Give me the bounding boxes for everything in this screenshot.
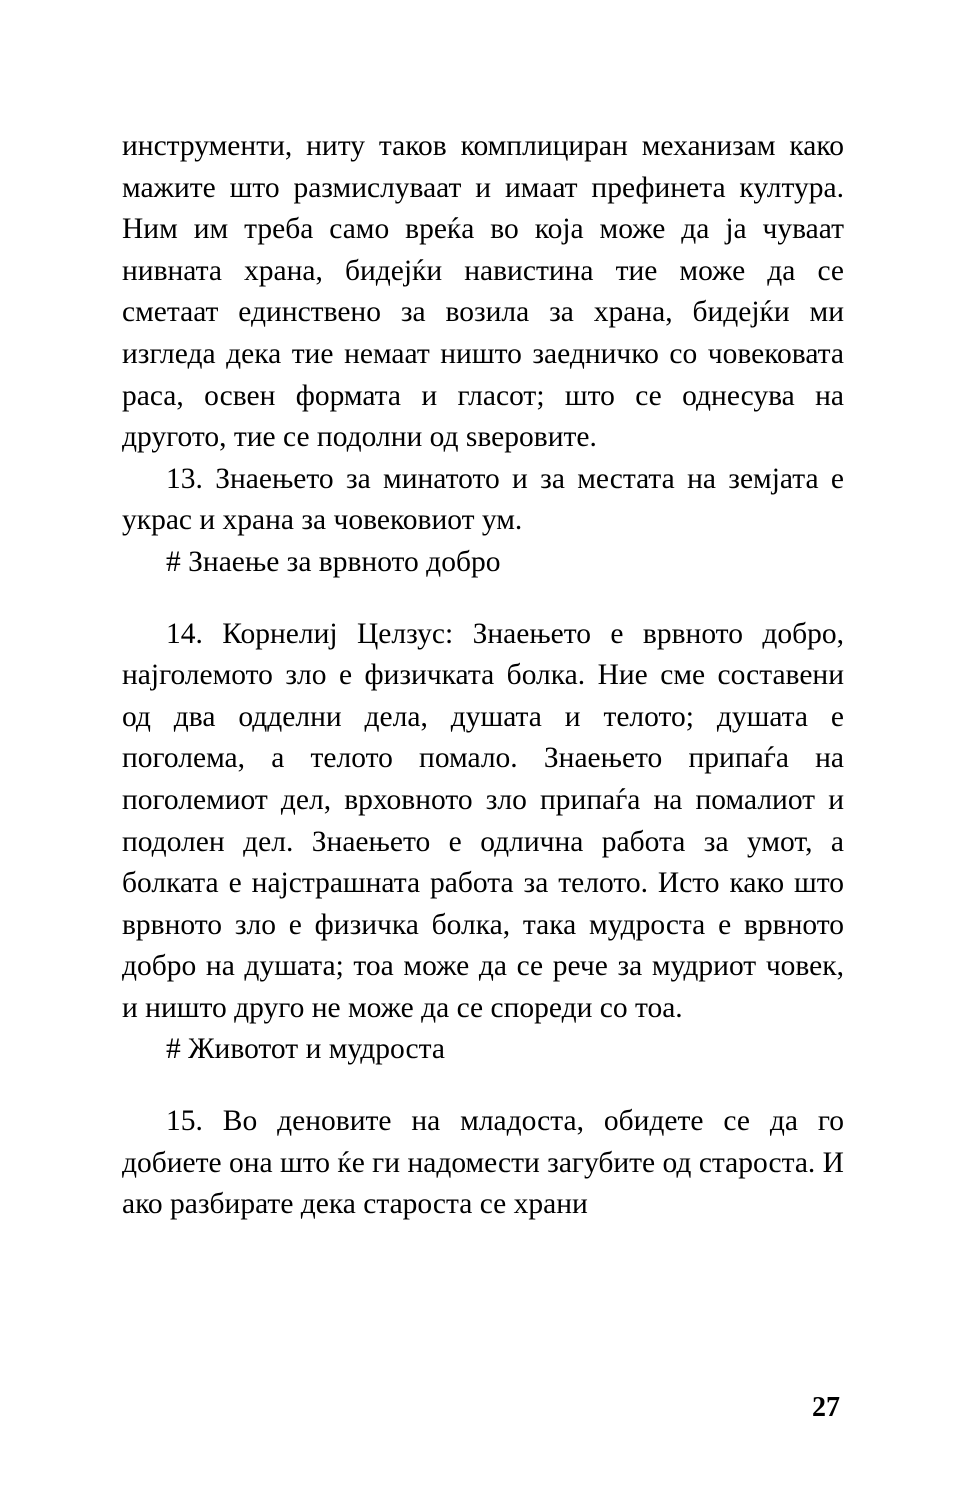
page-number: 27 [812, 1392, 840, 1423]
section-heading-knowledge-supreme-good: # Знаење за врвното добро [166, 545, 501, 578]
paragraph-item-14: 14. Корнелиј Целзус: Знаењето е врвното добро, најголемото зло е физичката болка. Ние сме составени од два одделни дела, душата и телото; душата е поголема, а телото помало. Знаењето припаѓа на поголемиот дел, врховното зло припаѓа на помалиот и подолен дел. Знаењето е одлична работа за умот, а болката е најстрашната работа за телото. Исто како што врвното зло е физичка болка, така мудроста е врвното добро на душата; тоа може да се рече за мудриот човек, и ништо друго не може да се спореди со тоа. [122, 617, 844, 1024]
paragraph-item-15: 15. Во деновите на младоста, обидете се да го добиете она што ќе ги надомести загубите од староста. И ако разбирате дека староста се храни [122, 1105, 844, 1221]
paragraph-continued: инструменти, ниту таков комплициран механизам како мажите што размислуваат и имаат префинета култура. Ним им треба само вреќа во која може да ја чуваат нивната храна, бидејќи навистина тие може да се сметаат единствено за возила за храна, бидејќи ми изгледа дека тие немаат ништо заедничко со човековата раса, освен формата и гласот; што се однесува на другото, тие се подолни од ѕверовите. [122, 130, 844, 454]
paragraph-item-13: 13. Знаењето за минатото и за местата на земјата е украс и храна за човековиот ум. [122, 462, 844, 537]
section-heading-life-and-wisdom: # Животот и мудроста [166, 1033, 445, 1066]
